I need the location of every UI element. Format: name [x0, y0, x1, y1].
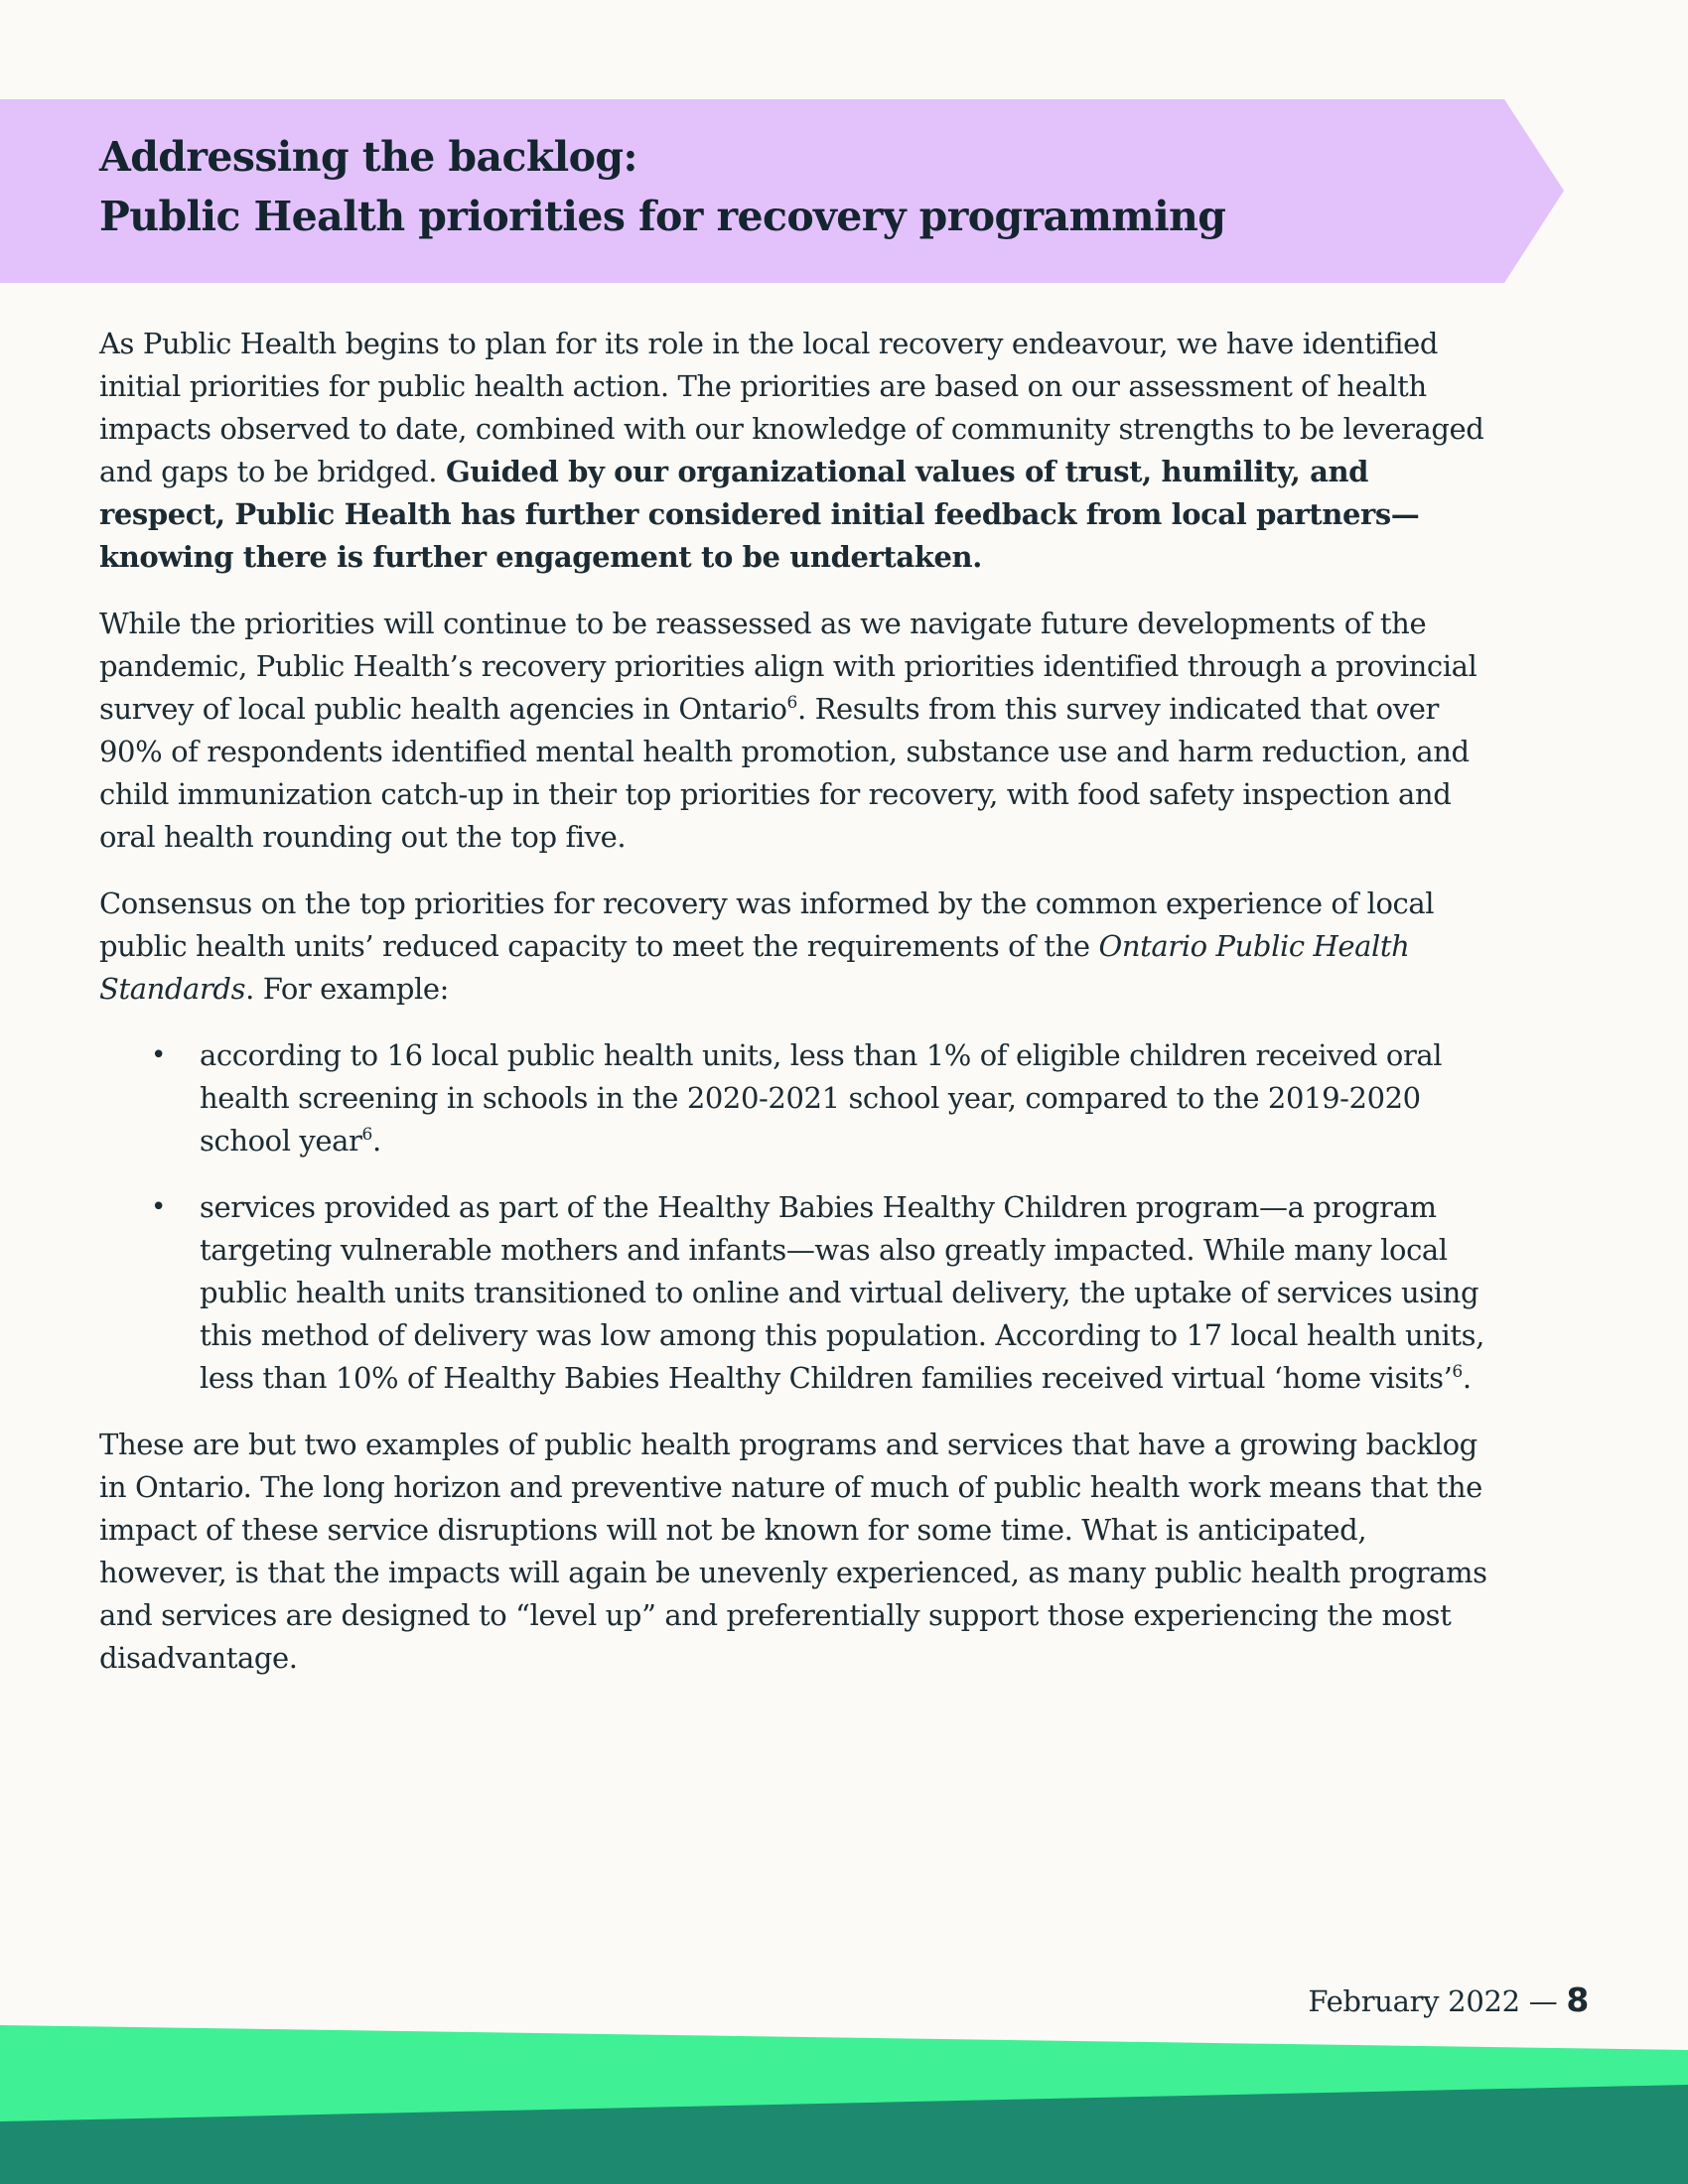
paragraph-intro — [99, 323, 1489, 579]
list-item-text-b: . — [1462, 1361, 1472, 1395]
article-body — [99, 323, 1489, 1704]
paragraph-consensus-text-a: Consensus on the top priorities for recovery was informed by the common experience of local public health units’ reduced capacity to meet the requirements of the — [99, 887, 1435, 963]
footnote-ref: 6 — [361, 1125, 372, 1145]
paragraph-priorities-text-a: While the priorities will continue to be reassessed as we navigate future developments of the pandemic, Public Health’s recovery priorities align with priorities identified through a provincial survey of local public health agencies in Ontario — [99, 607, 1477, 726]
paragraph-priorities — [99, 603, 1489, 859]
list-item — [99, 1186, 1489, 1400]
paragraph-intro-text: As Public Health begins to plan for its role in the local recovery endeavour, we have identified initial priorities for public health action. The priorities are based on our assessment of health impacts observed to date, combined with our knowledge of community strengths to be leveraged and gaps to be bridged. — [99, 327, 1484, 488]
list-item — [99, 1034, 1489, 1162]
paragraph-conclusion: These are but two examples of public health programs and services that have a growing backlog in Ontario. The long horizon and preventive nature of much of public health work means that the impact of these service disruptions will not be known for some time. What is anticipated, however, is that the impacts will again be unevenly experienced, as many public health programs and services are designed to “level up” and preferentially support those experiencing the most disadvantage. — [99, 1428, 1487, 1675]
footer-date: February 2022 — — [1308, 1984, 1567, 2018]
page-number: 8 — [1566, 1980, 1589, 2019]
standards-title: Ontario Public Health Standards — [99, 929, 1410, 1006]
list-item-text-b: . — [371, 1124, 381, 1158]
paragraph-consensus — [99, 883, 1489, 1011]
page-title — [99, 127, 1225, 246]
bullet-icon: • — [151, 1040, 166, 1070]
page-title-line-1: Addressing the backlog: — [99, 133, 637, 181]
bullet-icon: • — [151, 1192, 166, 1222]
footer-band — [0, 2025, 1688, 2184]
examples-list — [99, 1034, 1489, 1400]
page-title-line-2: Public Health priorities for recovery programming — [99, 193, 1226, 240]
paragraph-consensus-text-b: . For example: — [245, 972, 450, 1006]
list-item-text-a: services provided as part of the Healthy Babies Healthy Children program—a program targeting vulnerable mothers and infants—was also greatly impacted. While many local public health units transitioned to online and virtual delivery, the uptake of services using this method of delivery was low among this population. According to 17 local health units, less than 10% of Healthy Babies Healthy Children families received virtual ‘home visits’ — [200, 1190, 1484, 1395]
paragraph-intro-bold: Guided by our organizational values of trust, humility, and respect, Public Health has further considered initial feedback from local partners—knowing there is further engagement to be undertaken. — [99, 455, 1420, 574]
paragraph-priorities-text-b: . Results from this survey indicated that over 90% of respondents identified mental health promotion, substance use and harm reduction, and child immunization catch-up in their top priorities for recovery, with food safety inspection and oral health rounding out the top five. — [99, 692, 1470, 854]
page-footer — [1308, 1980, 1589, 2019]
footnote-ref: 6 — [1452, 1362, 1463, 1382]
list-item-text-a: according to 16 local public health units, less than 1% of eligible children received oral health screening in schools in the 2020-2021 school year, compared to the 2019-2020 school year — [200, 1038, 1443, 1158]
footnote-ref: 6 — [786, 693, 797, 713]
title-banner — [0, 99, 1564, 283]
